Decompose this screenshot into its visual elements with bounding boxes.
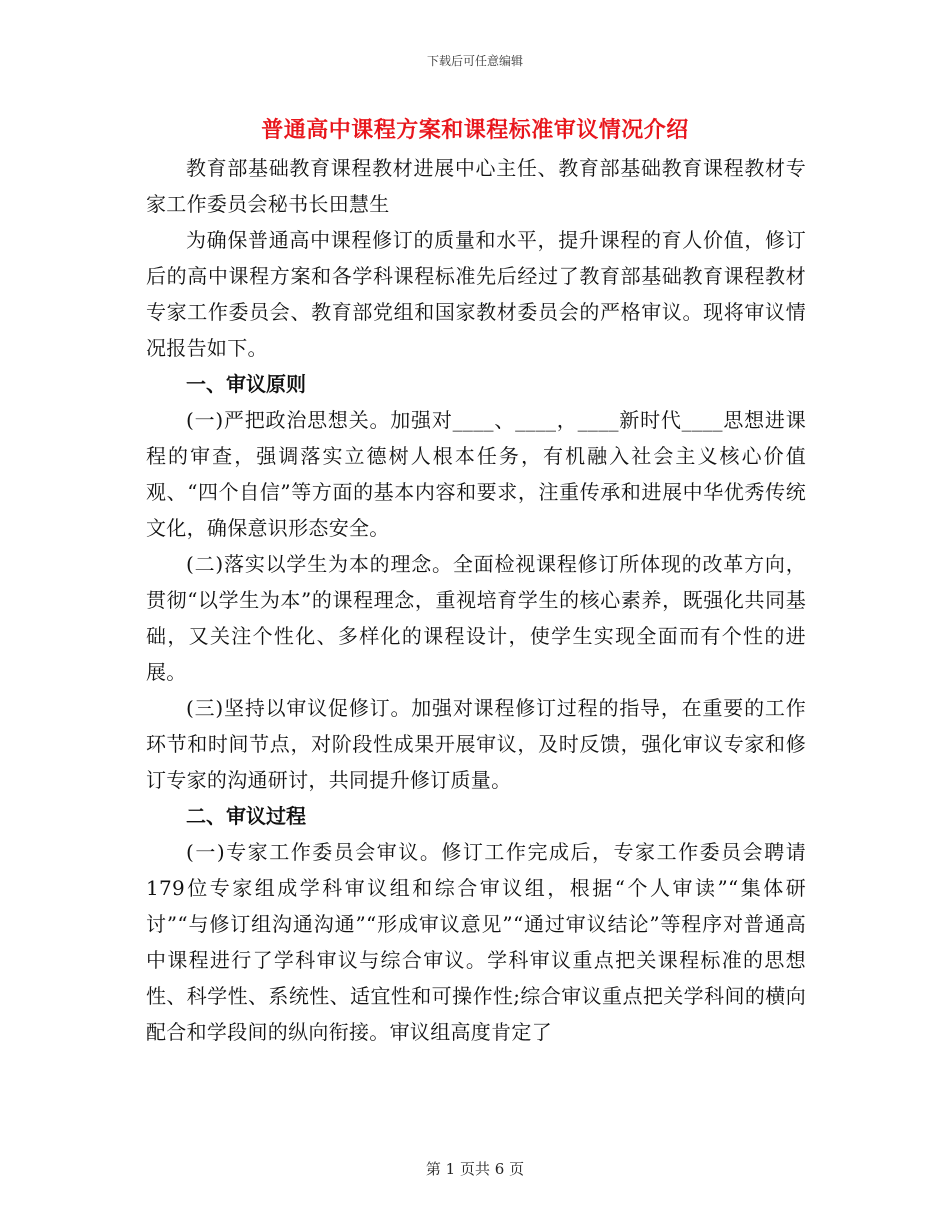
page-number-footer: 第 1 页共 6 页 xyxy=(425,1160,525,1178)
section-heading-process: 二、审议过程 xyxy=(186,804,306,828)
principle-paragraph-2: (二)落实以学生为本的理念。全面检视课程修订所体现的改革方向，贯彻“以学生为本”的课程理念，重视培育学生的核心素养，既强化共同基础，又关注个性化、多样化的课程设计，使学生实现全面而有个性的进展。 xyxy=(146,552,806,684)
principle-paragraph-3: (三)坚持以审议促修订。加强对课程修订过程的指导，在重要的工作环节和时间节点，对阶段性成果开展审议，及时反馈，强化审议专家和修订专家的沟通研讨，共同提升修订质量。 xyxy=(146,696,806,792)
author-paragraph: 教育部基础教育课程教材进展中心主任、教育部基础教育课程教材专家工作委员会秘书长田慧生 xyxy=(146,156,806,216)
intro-paragraph: 为确保普通高中课程修订的质量和水平，提升课程的育人价值，修订后的高中课程方案和各学科课程标准先后经过了教育部基础教育课程教材专家工作委员会、教育部党组和国家教材委员会的严格审议。现将审议情况报告如下。 xyxy=(146,228,806,360)
header-note: 下载后可任意编辑 xyxy=(426,54,523,68)
document-body xyxy=(146,150,806,1050)
process-paragraph-1: (一)专家工作委员会审议。修订工作完成后，专家工作委员会聘请179位专家组成学科审议组和综合审议组，根据“个人审读”“集体研讨”“与修订组沟通沟通”“形成审议意见”“通过审议结论”等程序对普通高中课程进行了学科审议与综合审议。学科审议重点把关课程标准的思想性、科学性、系统性、适宜性和可操作性;综合审议重点把关学科间的横向配合和学段间的纵向衔接。审议组高度肯定了 xyxy=(146,840,806,1044)
principle-paragraph-1: (一)严把政治思想关。加强对____、____，____新时代____思想进课程的审查，强调落实立德树人根本任务，有机融入社会主义核心价值观、“四个自信”等方面的基本内容和要求，注重传承和进展中华优秀传统文化，确保意识形态安全。 xyxy=(146,408,806,540)
section-heading-principles: 一、审议原则 xyxy=(186,372,306,396)
document-title: 普通高中课程方案和课程标准审议情况介绍 xyxy=(261,117,689,143)
